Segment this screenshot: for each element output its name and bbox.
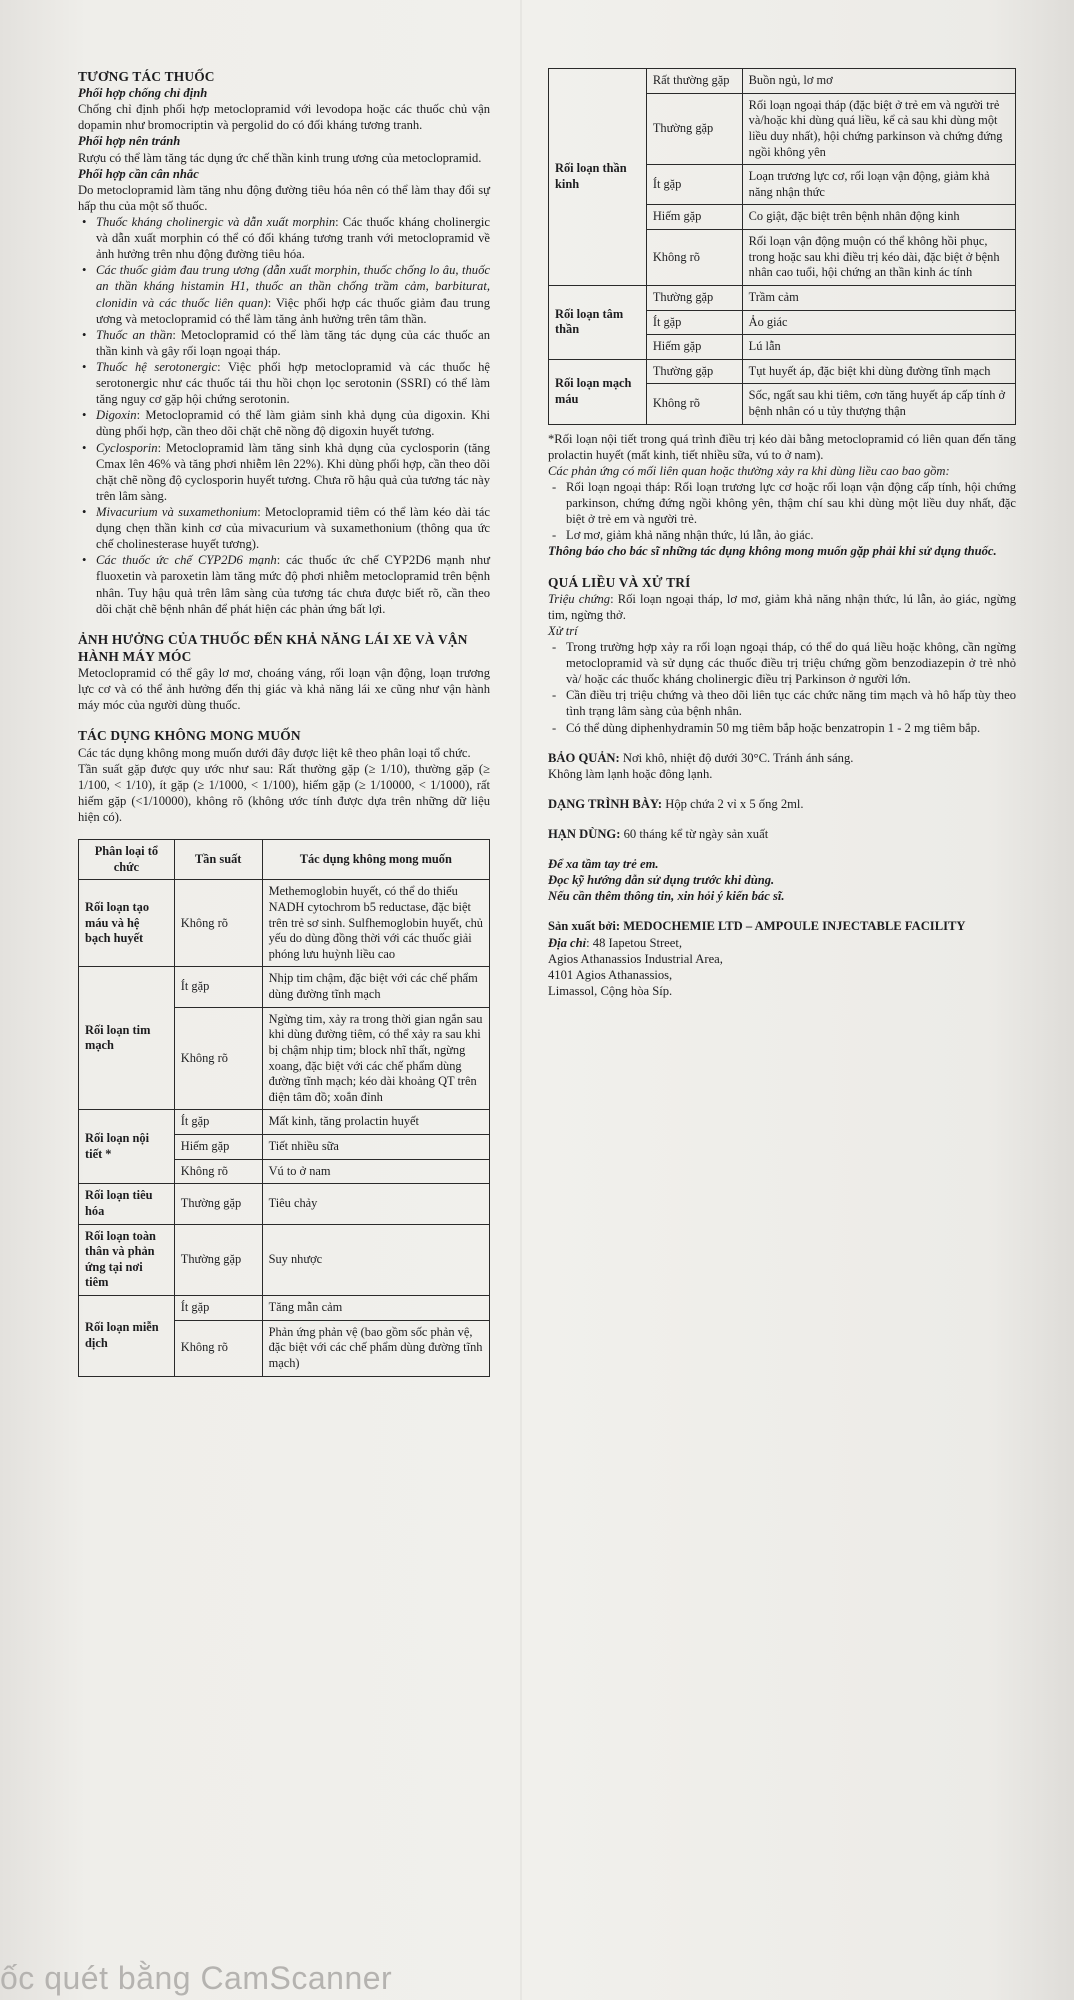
organ-class-cell: Rối loạn miễn dịch [79,1296,175,1377]
effect-cell: Tăng mẫn cảm [262,1296,489,1321]
table-row [79,1296,490,1321]
list-item: - Lơ mơ, giảm khả năng nhận thức, lú lẫn, ảo giác. [566,527,1016,543]
address-line: Limassol, Cộng hòa Síp. [548,983,673,998]
address-line: Agios Athanassios Industrial Area, [548,951,723,966]
table-row [79,1224,490,1296]
storage-info-2: Không làm lạnh hoặc đông lạnh. [548,766,713,781]
warning-line: Đọc kỹ hướng dẫn sử dụng trước khi dùng. [548,873,775,888]
scanner-watermark: ốc quét bằng CamScanner [0,1960,393,1996]
overdose-symptoms: Triệu chứng: Rối loạn ngoại tháp, lơ mơ, giảm khả năng nhận thức, lú lẫn, ảo giác, ngừng tim, ngừng thở. [548,591,1017,622]
organ-class-cell: Rối loạn tiêu hóa [79,1184,175,1224]
list-item: - Cần điều trị triệu chứng và theo dõi liên tục các chức năng tim mạch và hô hấp tùy theo tình trạng lâm sàng của bệnh nhân. [566,687,1016,719]
column-header: Tần suất [174,840,262,880]
effect-cell: Tụt huyết áp, đặc biệt khi dùng đường tĩnh mạch [742,359,1015,384]
left-column [78,68,490,1377]
table-row [79,967,490,1007]
frequency-cell: Thường gặp [174,1184,262,1224]
list-item: • Mivacurium và suxamethonium: Metoclopramid tiêm có thể làm kéo dài tác dụng chẹn thần kinh cơ của mivacurium và suxamethonium (thông qua ức chế cholinesterase huyết tương). [96,504,490,552]
interactions-heading: TƯƠNG TÁC THUỐC [78,69,215,84]
frequency-cell: Hiếm gặp [174,1135,262,1160]
list-item: • Digoxin: Metoclopramid có thể làm giảm sinh khả dụng của digoxin. Khi dùng phối hợp, cần theo dõi chặt chẽ nồng độ digoxin huyết tương. [96,407,490,439]
list-item: • Thuốc kháng cholinergic và dẫn xuất morphin: Các thuốc kháng cholinergic và dẫn xuất morphin có thể có đối kháng tương tranh với metoclopramid về ảnh hưởng trên nhu động đường tiêu hóa. [96,214,490,262]
table-row [79,1110,490,1135]
frequency-cell: Không rõ [174,880,262,967]
notify-doctor-note: Thông báo cho bác sĩ những tác dụng không mong muốn gặp phải khi sử dụng thuốc. [548,544,997,559]
packaging-info: DẠNG TRÌNH BÀY: Hộp chứa 2 vỉ x 5 ống 2ml. [548,796,804,811]
adverse-table [78,839,490,1377]
organ-class-cell: Rối loạn mạch máu [549,359,647,424]
effect-cell: Nhịp tim chậm, đặc biệt với các chế phẩm dùng đường tĩnh mạch [262,967,489,1007]
right-column [548,68,1016,999]
frequency-cell: Ít gặp [174,1296,262,1321]
warning-line: Để xa tầm tay trẻ em. [548,857,659,872]
table-row [549,359,1016,384]
manufacturer: Sản xuất bởi: MEDOCHEMIE LTD – AMPOULE INJECTABLE FACILITY [548,919,966,934]
list-item: - Có thể dùng diphenhydramin 50 mg tiêm bắp hoặc benzatropin 1 - 2 mg tiêm bắp. [566,720,1016,736]
list-item: - Rối loạn ngoại tháp: Rối loạn trương lực cơ hoặc rối loạn vận động cấp tính, hội chứng parkinson, chứng đứng ngồi không yên, thậm chí sau khi dùng một liều duy nhất, đặc biệt ở trẻ em và người trẻ. [566,479,1016,527]
effect-cell: Phản ứng phản vệ (bao gồm sốc phản vệ, đặc biệt với các chế phẩm dùng đường tĩnh mạch) [262,1320,489,1376]
warning-line: Nếu cần thêm thông tin, xin hỏi ý kiến bác sĩ. [548,889,785,904]
effect-cell: Suy nhược [262,1224,489,1296]
endocrine-footnote: *Rối loạn nội tiết trong quá trình điều trị kéo dài bằng metoclopramid có liên quan đến tăng prolactin huyết (mất kinh, tiết nhiều sữa, vú to ở nam). [548,431,1016,462]
address-line: Địa chỉ: 48 Iapetou Street, [548,935,682,950]
list-item: • Các thuốc giảm đau trung ương (dẫn xuất morphin, thuốc chống lo âu, thuốc an thần kháng histamin H1, thuốc an thần chống trầm cảm, barbiturat, clonidin và các thuốc liên quan): Việc phối hợp các thuốc giảm đau trung ương và metoclopramid có thể làm tăng ảnh hưởng trên tâm thần. [96,262,490,326]
page-fold [520,0,522,2000]
organ-class-cell: Rối loạn tim mạch [79,967,175,1110]
adverse-intro: Các tác dụng không mong muốn dưới đây được liệt kê theo phân loại tổ chức. [78,745,471,760]
address-line: 4101 Agios Athanassios, [548,967,673,982]
overdose-treatment-list [548,639,1016,736]
frequency-cell: Thường gặp [174,1224,262,1296]
table-row [549,69,1016,94]
caution-text: Do metoclopramid làm tăng nhu động đường tiêu hóa nên có thể làm thay đổi sự hấp thu của một số thuốc. [78,182,490,213]
frequency-cell: Ít gặp [174,1110,262,1135]
list-item: - Trong trường hợp xảy ra rối loạn ngoại tháp, có thể do quá liều hoặc không, cần ngừng metoclopramid và sử dụng các thuốc điều trị triệu chứng gồm benzodiazepin ở trẻ nhỏ và/ hoặc các thuốc kháng cholinergic điều trị Parkinson ở người lớn. [566,639,1016,687]
organ-class-cell: Rối loạn tâm thần [549,285,647,359]
effect-cell: Rối loạn vận động muộn có thể không hồi phục, trong hoặc sau khi điều trị kéo dài, đặc biệt ở bệnh nhân cao tuổi, hội chứng an thần kinh ác tính [742,230,1015,286]
frequency-cell: Không rõ [646,230,742,286]
avoid-subheading: Phối hợp nên tránh [78,134,181,149]
effect-cell: Tiết nhiều sữa [262,1135,489,1160]
overdose-heading: QUÁ LIỀU VÀ XỬ TRÍ [548,574,691,590]
list-item: • Các thuốc ức chế CYP2D6 mạnh: các thuốc ức chế CYP2D6 mạnh như fluoxetin và paroxetin làm tăng mức độ phơi nhiễm metoclopramid trên bệnh nhân. Tuy hậu quả trên lâm sàng của tương tác chưa được biết rõ, cần theo dõi chặt chẽ bệnh nhân để phát hiện các phản ứng bất lợi. [96,552,490,616]
frequency-cell: Rất thường gặp [646,69,742,94]
frequency-cell: Ít gặp [174,967,262,1007]
storage-info: BẢO QUẢN: Nơi khô, nhiệt độ dưới 30°C. Tránh ánh sáng. [548,750,854,765]
avoid-text: Rượu có thể làm tăng tác dụng ức chế thần kinh trung ương của metoclopramid. [78,150,482,165]
column-header: Tác dụng không mong muốn [262,840,489,880]
frequency-cell: Thường gặp [646,359,742,384]
organ-class-cell: Rối loạn nội tiết * [79,1110,175,1184]
effect-cell: Ngừng tim, xảy ra trong thời gian ngắn sau khi dùng đường tiêm, có thể xảy ra sau khi bị chậm nhịp tim; block nhĩ thất, ngừng xoang, đặc biệt với các chế phẩm dùng đường tĩnh mạch; kéo dài khoảng QT trên điện tâm đồ; xoắn đỉnh [262,1007,489,1110]
frequency-cell: Không rõ [174,1159,262,1184]
organ-class-cell: Rối loạn thần kinh [549,69,647,286]
effect-cell: Ảo giác [742,310,1015,335]
frequency-cell: Ít gặp [646,310,742,335]
frequency-cell: Hiếm gặp [646,205,742,230]
expiry-info: HẠN DÙNG: 60 tháng kể từ ngày sản xuất [548,826,769,841]
adverse-frequency: Tần suất gặp được quy ước như sau: Rất thường gặp (≥ 1/10), thường gặp (≥ 1/100, < 1/10), ít gặp (≥ 1/1000, < 1/100), hiếm gặp (≥ 1/10000, < 1/1000), rất hiếm gặp (<1/10000), không rõ (không ước tính được dựa trên những dữ liệu hiện có). [78,761,490,824]
overdose-treatment-label: Xử trí [548,623,578,638]
organ-class-cell: Rối loạn toàn thân và phản ứng tại nơi tiêm [79,1224,175,1296]
adverse-table-continued [548,68,1016,425]
frequency-cell: Không rõ [646,384,742,424]
table-header-row [79,840,490,880]
common-reactions-list [548,479,1016,543]
table-row [79,880,490,967]
effect-cell: Trầm cảm [742,285,1015,310]
driving-text: Metoclopramid có thể gây lơ mơ, choáng váng, rối loạn vận động, loạn trương lực cơ và có thể ảnh hưởng đến thị giác và khả năng lái xe cũng như vận hành máy móc của người dùng thuốc. [78,666,490,713]
effect-cell: Co giật, đặc biệt trên bệnh nhân động kinh [742,205,1015,230]
effect-cell: Sốc, ngất sau khi tiêm, cơn tăng huyết áp cấp tính ở bệnh nhân có u tủy thượng thận [742,384,1015,424]
effect-cell: Loạn trương lực cơ, rối loạn vận động, giảm khả năng nhận thức [742,165,1015,205]
effect-cell: Buồn ngủ, lơ mơ [742,69,1015,94]
list-item: • Cyclosporin: Metoclopramid làm tăng sinh khả dụng của cyclosporin (tăng Cmax lên 46% và tăng phơi nhiễm lên 22%). Khi dùng phối hợp, cần theo dõi chặt chẽ nồng độ cyclosporin huyết tương. Chưa rõ hậu quả của tương tác này trên lâm sàng. [96,440,490,504]
list-item: • Thuốc an thần: Metoclopramid có thể làm tăng tác dụng của các thuốc an thần kinh và gây rối loạn ngoại tháp. [96,327,490,359]
frequency-cell: Hiếm gặp [646,335,742,360]
list-item: • Thuốc hệ serotonergic: Việc phối hợp metoclopramid và các thuốc hệ serotonergic như các thuốc tái thu hồi chọn lọc serotonin (SSRI) có thể làm tăng nguy cơ gặp hội chứng serotonin. [96,359,490,407]
caution-subheading: Phối hợp cần cân nhắc [78,166,199,181]
interaction-list [78,214,490,617]
column-header: Phân loại tổ chức [79,840,175,880]
effect-cell: Rối loạn ngoại tháp (đặc biệt ở trẻ em và người trẻ và/hoặc khi dùng quá liều, kể cả sau khi dùng một liều duy nhất), hội chứng parkinson và chứng đứng ngồi không yên [742,93,1015,165]
table-row [549,285,1016,310]
effect-cell: Methemoglobin huyết, có thể do thiếu NADH cytochrom b5 reductase, đặc biệt trên trẻ sơ sinh. Sulfhemoglobin huyết, chủ yếu do dùng đồng thời với các thuốc giải phóng lưu huỳnh liều cao [262,880,489,967]
effect-cell: Tiêu chảy [262,1184,489,1224]
contra-text: Chống chỉ định phối hợp metoclopramid với levodopa hoặc các thuốc chủ vận dopamin như bromocriptin và pergolid do có đối kháng tương tranh. [78,102,490,133]
adverse-heading: TÁC DỤNG KHÔNG MONG MUỐN [78,728,301,744]
table-row [79,1184,490,1224]
frequency-cell: Ít gặp [646,165,742,205]
frequency-cell: Không rõ [174,1320,262,1376]
effect-cell: Vú to ở nam [262,1159,489,1184]
common-reactions-intro: Các phản ứng có mối liên quan hoặc thường xảy ra khi dùng liều cao bao gồm: [548,463,950,478]
frequency-cell: Không rõ [174,1007,262,1110]
frequency-cell: Thường gặp [646,93,742,165]
contra-subheading: Phối hợp chống chỉ định [78,86,208,101]
frequency-cell: Thường gặp [646,285,742,310]
effect-cell: Lú lẫn [742,335,1015,360]
organ-class-cell: Rối loạn tạo máu và hệ bạch huyết [79,880,175,967]
effect-cell: Mất kinh, tăng prolactin huyết [262,1110,489,1135]
driving-heading: ẢNH HƯỞNG CỦA THUỐC ĐẾN KHẢ NĂNG LÁI XE VÀ VẬN HÀNH MÁY MÓC [78,631,468,664]
